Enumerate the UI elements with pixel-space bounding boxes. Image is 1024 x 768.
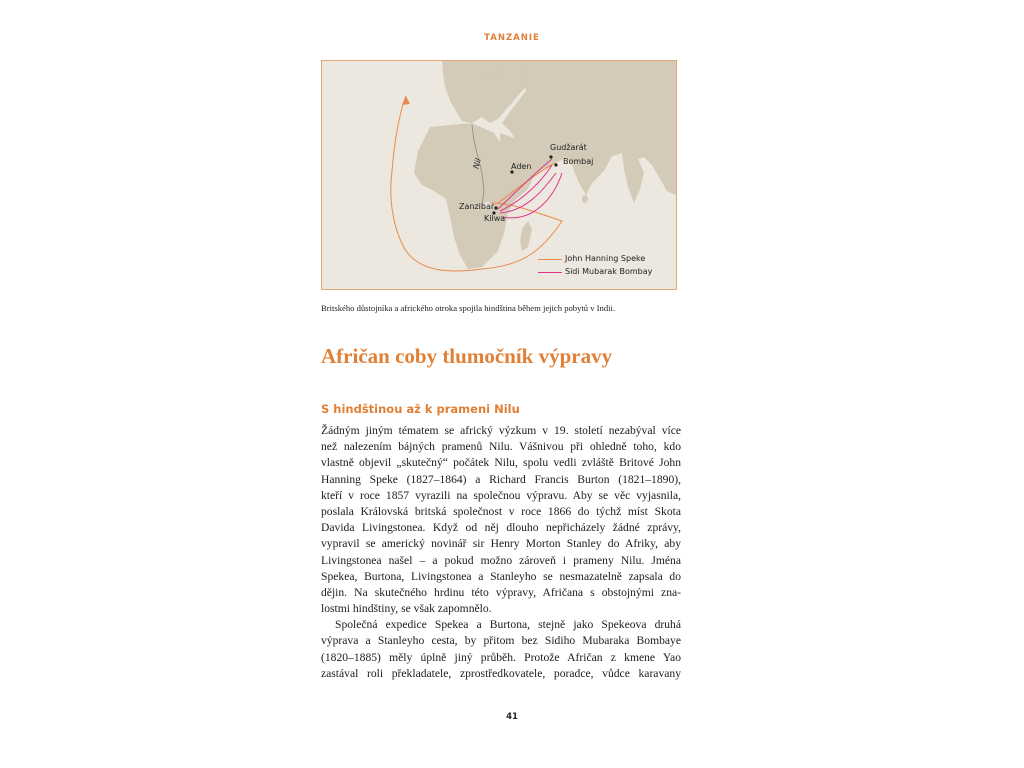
body-line: Spekea, Burtona, Livingstonea a Stanleyho se nesmazatelně zapsala do — [321, 569, 681, 583]
gudzarat-label: Gudžarát — [550, 143, 587, 152]
body-line: (1820–1885) měly úplně jiný průběh. Protože Afričan z kmene Yao — [321, 650, 681, 664]
sri-lanka-landmass — [582, 195, 588, 203]
route-map — [321, 60, 677, 290]
bombaj-label: Bombaj — [563, 157, 594, 166]
legend-bombay-label: Sidi Mubarak Bombay — [565, 267, 653, 276]
running-head: TANZANIE — [484, 33, 540, 43]
body-line: Hanning Speke (1827–1864) a Richard Francis Burton (1821–1890), — [321, 472, 681, 486]
zanzibar-label: Zanzibar — [459, 202, 495, 211]
legend-bombay-swatch — [538, 272, 562, 273]
legend-speke-swatch — [538, 259, 562, 260]
article-title: Afričan coby tlumočník výpravy — [321, 344, 613, 368]
nil-label: Nil — [471, 157, 483, 170]
kilwa-label: Kilwa — [484, 214, 506, 223]
aden-label: Aden — [511, 162, 532, 171]
body-line: Žádným jiným tématem se africký výzkum v 19. století nezabýval více — [321, 424, 681, 437]
body-line: poslala Královská britská společnost v roce 1866 do týchž míst Skota — [321, 504, 681, 518]
body-line: Davida Livingstonea. Když od něj dlouho nepřicházely žádné zprávy, — [321, 521, 681, 535]
body-line: výprava a Stanleyho cesta, by přitom bez Sidiho Mubaraka Bombaye — [321, 634, 681, 648]
body-line: než nalezením bájných pramenů Nilu. Vášnivou při ohledně toho, kdo — [321, 440, 681, 454]
map-caption: Britského důstojníka a afrického otroka spojila hindština během jejich pobytů v Indii. — [321, 303, 616, 313]
body-line: zastával roli překladatele, zprostředkovatele, poradce, vůdce karavany — [321, 666, 681, 680]
gudzarat-marker — [549, 155, 552, 158]
body-line: vlastně objevil „skutečný“ počátek Nilu, spolu vedli zvláště Britové John — [321, 456, 681, 470]
body-line: Společná expedice Spekea a Burtona, stejně jako Spekeova druhá — [335, 618, 681, 632]
zanzibar-marker — [494, 206, 497, 209]
page-number: 41 — [506, 712, 518, 722]
body-line: vypravil se americký novinář sir Henry Morton Stanley do Afriky, aby — [321, 537, 681, 551]
body-line: lostmi hindštiny, se však zapomnělo. — [321, 602, 492, 616]
body-line: dějin. Na skutečného hrdinu této výpravy, Afričana s obstojnými zna- — [321, 585, 681, 599]
section-subtitle: S hindštinou až k prameni Nilu — [321, 402, 520, 416]
body-text — [321, 423, 681, 682]
bombaj-marker — [554, 163, 557, 166]
body-line: kteří v roce 1857 vyrazili na společnou výpravu. Aby se věc vyjasnila, — [321, 488, 681, 502]
legend-speke-label: John Hanning Speke — [565, 254, 646, 263]
body-line: Livingstonea našel – a pokud možno zároveň i prameny Nilu. Jména — [321, 553, 681, 567]
